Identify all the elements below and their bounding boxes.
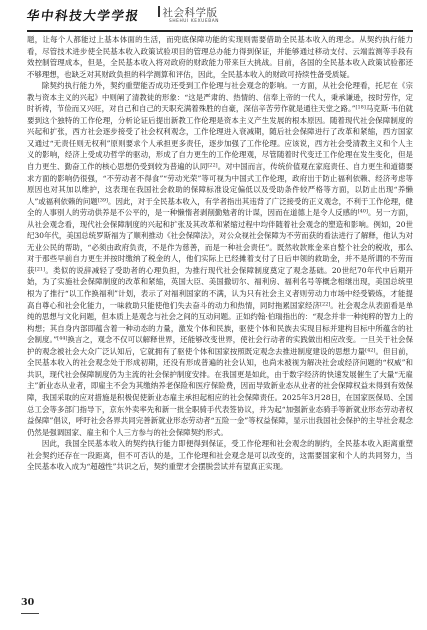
citation-marker: [39] xyxy=(97,197,109,204)
paragraph-text: 马克斯·韦伯就要到这个独特的工作伦理，分析论证后提出新教工作伦理是资本主义产生发展的根本原因。随着现代社会保障制度的兴起和扩张，西方社会逐步接受了社会权利观念，工作伦理进入衰减期，随后社会保障进行了改革和紧缩，西方国家又通过“无责任则无权利”原则要求个人承担更多责任，逐步加强了工作伦理。应该说，西方社会受清教主义和个人主义的影响，经济上受成功哲学的驱动，形成了自力更生的工作伦理观，尽管随着时代变迁工作伦理在发生变化，但是自力更生、勤奋工作的核心思想仍受到较为普遍的认同 xyxy=(27,104,413,172)
citation-marker: [21] xyxy=(34,266,46,273)
footer-rule xyxy=(21,613,39,614)
header-rule xyxy=(27,30,413,32)
citation-marker: [18] xyxy=(355,104,366,111)
citation-marker: [22] xyxy=(207,162,218,169)
section-label xyxy=(158,5,218,20)
paragraph-text: 。社会观念从表面看是单纯的思想与文化问题，但本质上是观念与社会之间的互动问题。正如约翰·伯瑞指出的：“观念并非一种纯粹的智力上的构想；其自身内部即蕴含着一种动态的力量，激发个体和民族，驱使个体和民族去实现目标并建构目标中所蕴含的社会制度。” xyxy=(27,300,413,345)
section-label-text: 社会科学版 xyxy=(162,7,218,19)
page-header xyxy=(0,0,427,30)
paragraph-work-ethic xyxy=(27,80,413,438)
paragraph-text: 。因此，对于全民基本收入，有学者指出其违背了广泛接受的正义观念，不利于工作伦理，健全的人事别人的劳动供养是不公平的，是一种懒惰者剥削勤勉者的计谋，因而在道德上是令人反感的 xyxy=(27,196,413,218)
paragraph-text: 。但目前，全民基本收入的社会观念处于形成初期，还没有形成普遍的社会认知，也尚未被视为解决社会或经济问题的“权威”和共识，现代社会保障制度仍为主流的社会保护制度安排。在我国更是如此，由于数字经济的快速发展催生了大量“无雇主”新业态从业者，即雇主不会为其缴纳养老保险和医疗保险费，因而导致新业态从业者的社会保障权益未得到有效保障，我国采取的应对措施是积极促使新业态雇主承担起相应的社会保障责任。2025年3月28日，在国家医保局、全国总工会等多部门指导下，京东外卖率先和新一批全职骑手代表签协议，并为起“加强新业态骑手等新就业形态劳动者权益保障”倡议，呼吁社会各界共同完善新就业形态劳动者“五险一金”等权益保障，显示出我国社会保护的主导社会观念仍然是强调国家、雇主和个人三方参与的社会保障契约形式。 xyxy=(27,346,413,437)
paragraph-text: 。类似的说辞减轻了受助者的心理负担，为推行现代社会保障制度奠定了观念基础。20世纪70年代中后期开始，为了实施社会保障制度的改革和紧缩，英国大臣、美国撒切尔、福利房、福利名号等概念相继出现，美国总统里根为了推行“以工作换福利”计划，表示了对福利国家的不满，认为只有社会主义者则劳动力市场中经受锻炼，才能提高自尊心和社会化能力，一味救助只能使他们失去奋斗的动力和热情，同时拖累国家经济 xyxy=(27,265,413,310)
citation-marker: [22] xyxy=(320,301,331,308)
citation-marker: [40] xyxy=(357,208,368,215)
paragraph-text: 除契约执行能力外，契约重塑能否成功还受到工作伦理与社会观念的影响。一方面，从社会伦理看，托尼在《宗教与资本主义的兴起》中则阐了清教徒的形象：“这是严肃的、热情的、信奉上帝的一代人，秉承谦逊，按时劳作，定时祈祷，节俭而又兴旺，对自己和自己的天职充满着殊胜的自豪，深信辛苦劳作就是通往天堂之路。” xyxy=(27,81,413,114)
page-number: 30 xyxy=(21,597,35,608)
journal-masthead: 华中科技大学学报 xyxy=(25,8,141,23)
citation-marker: [42] xyxy=(365,347,376,354)
section-divider-bar xyxy=(158,6,160,17)
paragraph-continued: 题，让每个人都能过上基本体面的生活，而兜底保障功能的实现则需要借助全民基本收入的理念。从契约执行能力看，尽管技术进步使全民基本收入政策试验项目的管理总办能力得到保证，并能够通过移动支付、云端监测等手段有效控制管理成本，但是，全民基本收入将对政府的财政能力带来巨大挑战。目前，各国的全民基本收入政策试验都还不够理想，也缺乏对其财政负担的科学测算和评估，因此，全民基本收入的财政可持续性备受质疑。 xyxy=(27,35,413,79)
article-body xyxy=(27,34,413,588)
paragraph-conclusion: 因此，我国全民基本收入的契约执行能力即便得到保证，受工作伦理和社会观念的制约，全民基本收入距离重塑社会契约还存在一段距离，但不可否认的是，工作伦理和社会观念是可以改变的，这需要国家和个人的共同努力，当全民基本收入成为“超越性”共识之后，契约重塑才会摆脱尝试并有望真正实现。 xyxy=(27,439,413,472)
paragraph-text: 。另一方面，从社会观念看，现代社会保障制度的兴起和扩张及其改革和紧缩过程中均伴随着社会观念的塑造和影响。例如，20世纪30年代，美国总统罗斯福为了顺利推动《社会保障法》，对公众视社会保障为不劳而获的看法进行了解释，他认为对无业公民的帮助，“必须由政府负责，不是作为慈善，而是一种社会责任”。既然收款账金来自整个社会的税收，那么对于那些早前自力更生并按时缴纳了税金的人，他们实际上已经摊着支付了日后申领的救助金，并不是所谓的不劳而获 xyxy=(27,208,413,275)
section-label-pinyin: SHEHUI KEXUEBAN xyxy=(169,19,220,24)
paragraph-text: 。对中国而言，传统价值观在家庭责任、自力更生和道德要求方面的影响仍很强，“不劳动者不得食”“劳动光荣”等可视为中国式工作伦理，政府出于防止福利依赖、经济考虑等原因也对其加以维护，这表现在我国社会救助的保障标准设定偏低以及受助条件较严格等方面，以防止出现“养懒人”或福利依赖的问题 xyxy=(27,162,413,206)
citation-marker: [44] xyxy=(57,335,68,342)
paragraph-text: 换言之，观念不仅可以解释世界，还能够改变世界，使社会行动者的实践做出相应改变。一旦关于社会保护的观念被社会大众广泛认知后，它就拥有了驱使个体和国家按照既定观念去推进制度建设的思想力量 xyxy=(27,335,413,356)
